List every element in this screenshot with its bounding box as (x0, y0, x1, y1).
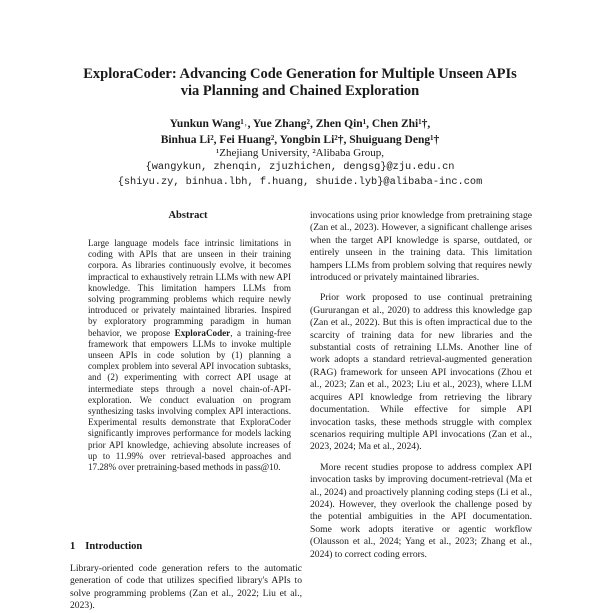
section-number: 1 (70, 541, 76, 552)
right-paragraph-2: Prior work proposed to use continual pretraining (Gururangan et al., 2020) to address this knowledge gap (Zan et al., 2022). But this is often impractical due to the scarcity of training data for new libraries and the substantial costs of retraining LLMs. Another line of work adopts a standard retrieval-augmented generation (RAG) framework for unseen API invocations (Zhou et al., 2023; Zan et al., 2023; Liu et al., 2023), where LLM acquires API knowledge from retrieving the library documentation. While effective for simple API invocation tasks, these methods struggle with complex scenarios requiring multiple API invocations (Zan et al., 2023, 2024; Ma et al., 2024). (310, 292, 532, 453)
author-list (40, 116, 560, 148)
abstract-body (88, 238, 291, 560)
abstract-text-part-2: , a training-free framework that empowers LLMs to invoke multiple unseen APIs in code solution by (1) planning a complex problem into several API invocation subtasks, and (2) experimenting with correct API usage at intermediate steps through a novel chain-of-API-exploration. We conduct evaluation on program synthesizing tasks involving complex API interactions. Experimental results demonstrate that ExploraCoder significantly improves performance for models lacking prior API knowledge, achieving absolute increases of up to 11.99% over retrieval-based approaches and 17.28% over pretraining-based methods in pass@10. (88, 327, 291, 473)
right-paragraph-1: invocations using prior knowledge from pretraining stage (Zan et al., 2023). However, a significant challenge arises when the target API knowledge is sparse, outdated, or entirely unseen in the training data. This limitation hampers LLMs from problem solving that requires newly introduced or privately maintained libraries. (310, 210, 532, 284)
right-column (310, 210, 532, 600)
email-line-2: {shiyu.zy, binhua.lbh, f.huang, shuide.lyb}@alibaba-inc.com (117, 176, 483, 188)
authors-line-2: Binhua Li², Fei Huang², Yongbin Li²†, Shuiguang Deng¹† (160, 134, 440, 146)
abstract-text-part-1: Large language models face intrinsic limitations in coding with APIs that are unseen in their training corpora. As libraries continuously evolve, it becomes impractical to exhaustively retrain LLMs with new API knowledge. This limitation hampers LLMs from solving programming problems which require newly introduced or privately maintained libraries. Inspired by exploratory programming paradigm in human behavior, we propose (88, 238, 291, 338)
paper-title (40, 66, 560, 100)
section-title: Introduction (85, 541, 143, 552)
authors-line-1: Yunkun Wang¹˒, Yue Zhang², Zhen Qin¹, Chen Zhi¹†, (169, 118, 431, 130)
title-line-1: ExploraCoder: Advancing Code Generation for Multiple Unseen APIs (83, 66, 517, 82)
introduction-text: Library-oriented code generation refers to the automatic generation of code that utilizes specified library's APIs to solve programming problems (Zan et al., 2022; Liu et al., 2023). (70, 563, 302, 612)
abstract-heading: Abstract (168, 210, 208, 221)
right-paragraph-3: More recent studies propose to address complex API invocation tasks by improving document-retrieval (Ma et al., 2024) and proactively planning coding steps (Li et al., 2024). However, they overlook the challenge posed by the potential ambiguities in the API documentation. Some work adopts iterative or agentic workflow (Olausson et al., 2024; Yang et al., 2023; Zhang et al., 2024) to correct coding errors. (310, 461, 532, 560)
method-name: ExploraCoder (174, 327, 231, 338)
introduction-heading (70, 541, 142, 552)
email-line-1: {wangykun, zhenqin, zjuzhichen, dengsg}@zju.edu.cn (145, 161, 455, 173)
affiliations: ¹Zhejiang University, ²Alibaba Group, (215, 147, 385, 159)
title-line-2: via Planning and Chained Exploration (180, 83, 420, 99)
